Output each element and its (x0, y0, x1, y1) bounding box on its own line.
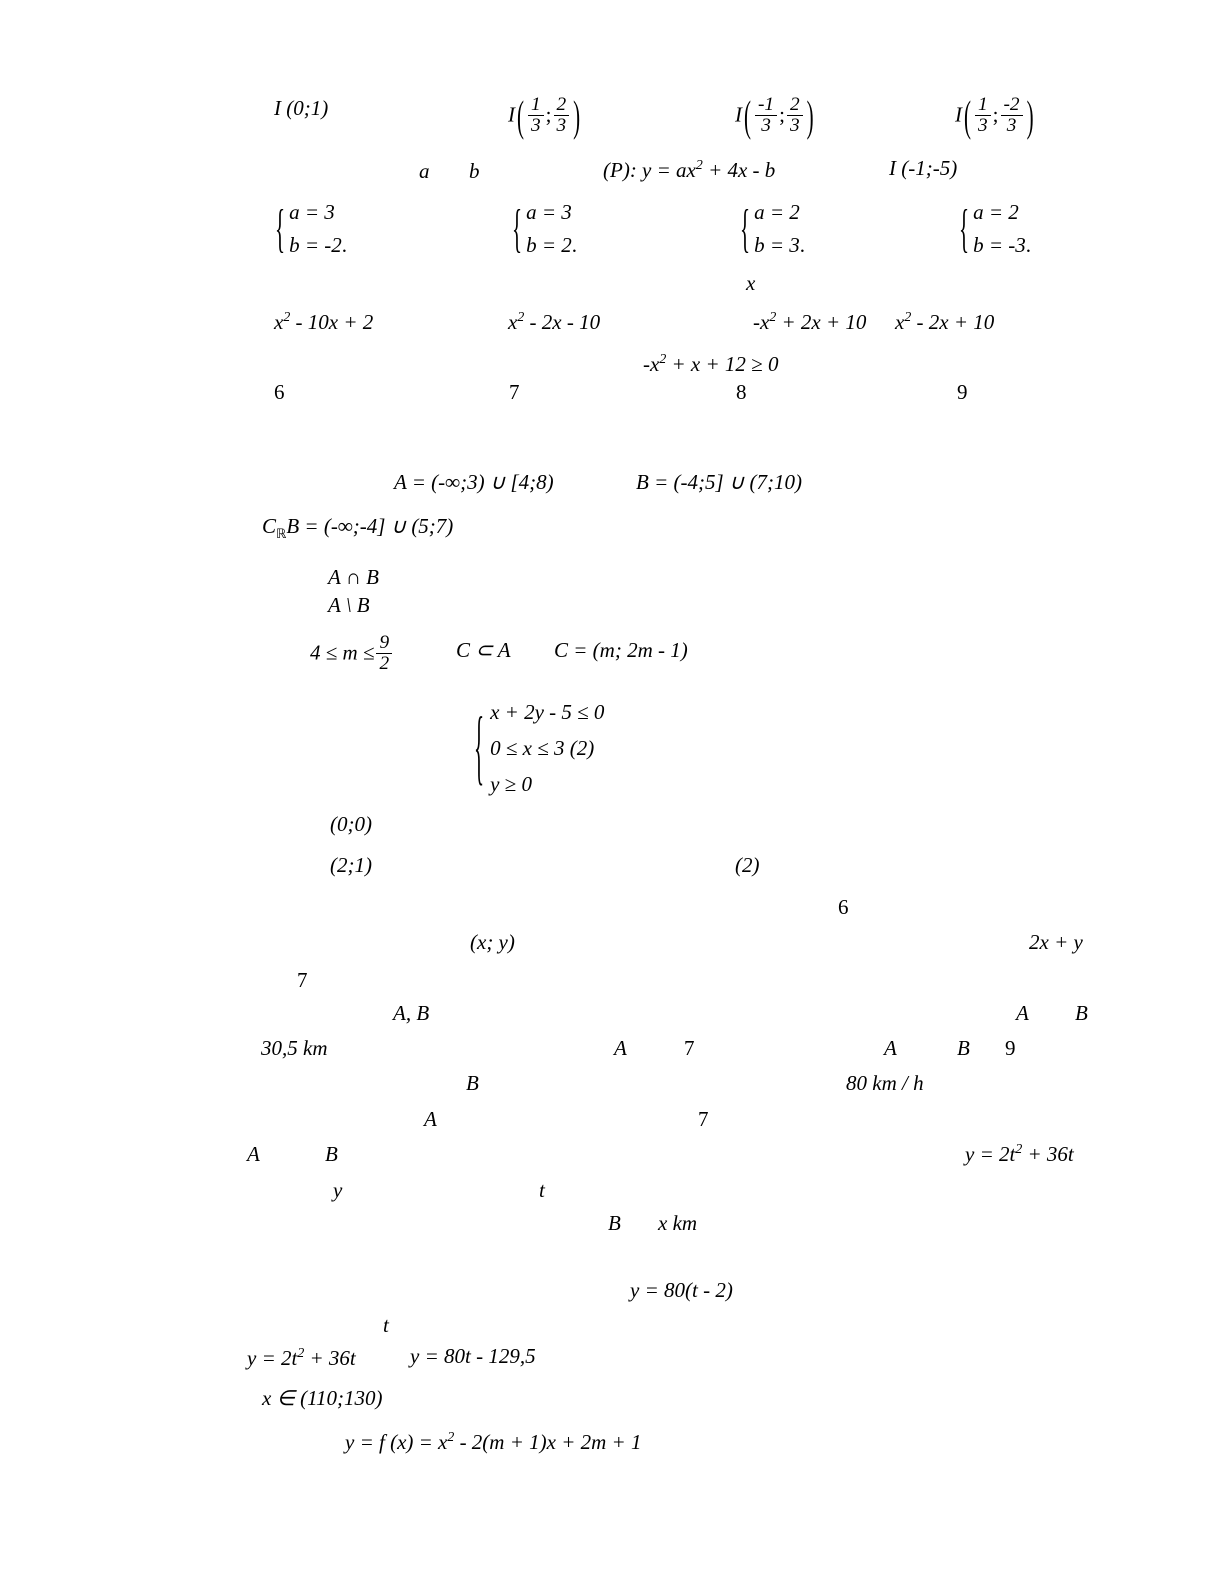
exponent: 2 (695, 157, 703, 172)
exponent: 2 (283, 309, 291, 324)
label-B-row: B (957, 1036, 970, 1060)
brace: { (474, 698, 485, 795)
exponent: 2 (659, 351, 667, 366)
distance-x-km: x km (658, 1211, 698, 1235)
point-label: I (955, 102, 962, 127)
points-A-B: A, B (393, 1001, 430, 1025)
label-B-left: B (325, 1142, 338, 1166)
exponent: 2 (1015, 1141, 1023, 1156)
system-row: y ≥ 0 (490, 772, 532, 796)
period: . (571, 233, 578, 257)
system-rows (973, 200, 1031, 258)
system-rows (526, 200, 577, 258)
separator: ; (545, 102, 552, 127)
x-interval: x ∈ (110;130) (262, 1386, 383, 1410)
label-A-left: A (247, 1142, 260, 1166)
separator: ; (992, 102, 999, 127)
variable-t-2: t (383, 1313, 389, 1337)
complement-of-B: $C_ℝB$ = (-∞;-4] ∪ (5;7) (262, 514, 454, 542)
reference-2: (2) (735, 853, 760, 877)
brace: { (275, 197, 286, 258)
system-row: x + 2y - 5 ≤ 0 (490, 700, 605, 724)
system-row: b = 2. (526, 233, 578, 257)
motion-equation-2: y = 80(t - 2) (630, 1278, 733, 1302)
subset-condition: C ⊂ A (456, 638, 511, 662)
paren-group (962, 96, 1036, 138)
motion-equation-1: $y = 2t^2 + 36t$ (965, 1141, 1074, 1166)
system-rows (490, 700, 604, 797)
variable-t: t (539, 1178, 545, 1202)
system-answer-b (512, 197, 578, 258)
brace: { (512, 197, 523, 258)
system-answer-a (275, 197, 348, 258)
number-9-b: 9 (1005, 1036, 1016, 1060)
item-number-6: 6 (274, 380, 285, 404)
number-6-b: 6 (838, 895, 849, 919)
label-B-mid: B (466, 1071, 479, 1095)
point-I-frac-2 (735, 96, 816, 138)
point-label: I (735, 102, 742, 127)
brace: { (959, 197, 970, 258)
inequality: $-x^2 + x + 12 \ge 0$ (643, 351, 779, 376)
separator: ; (779, 102, 785, 127)
period: . (799, 233, 806, 257)
period: . (1025, 233, 1032, 257)
label-A-right: A (1016, 1001, 1029, 1025)
brace: { (740, 197, 751, 258)
number-7-b: 7 (297, 968, 308, 992)
intersection-A-B: A ∩ B (328, 565, 379, 589)
subscript-R: ℝ (276, 526, 287, 542)
number-7-c: 7 (684, 1036, 695, 1060)
point-I-neg1-neg5: I (-1;-5) (889, 156, 958, 180)
paren-group (515, 96, 582, 138)
label-B-x: B (608, 1211, 621, 1235)
system-inequalities (474, 700, 604, 797)
quadratic-d: $x^2 - 2x + 10$ (895, 309, 995, 334)
fraction: ( $\frac{-1}{3}$ (755, 95, 777, 137)
system-row: b = 3. (754, 233, 806, 257)
variable-a: a (419, 159, 430, 183)
label-A-row: A (884, 1036, 897, 1060)
item-number-8: 8 (736, 380, 747, 404)
point-label: I (508, 102, 515, 127)
function-definition: y = f $(x) = x^2 - 2(m + 1)x + 2m + 1$ (345, 1429, 642, 1454)
difference-A-B: A \ B (328, 593, 370, 617)
system-row: 0 ≤ x ≤ 3 (2) (490, 736, 595, 760)
motion-equation-4: y = 80t - 129,5 (410, 1344, 536, 1368)
coordinate-pair: (x; y) (470, 930, 515, 954)
fraction: $\frac{2}{3}$ (787, 95, 803, 137)
fraction: ( $\frac{1}{3}$ (975, 95, 991, 137)
label-A-mid: A (614, 1036, 627, 1060)
motion-equation-3: $y = 2t^2 + 36t$ (247, 1345, 356, 1370)
exponent: 2 (297, 1345, 305, 1360)
system-row: b = -2. (289, 233, 348, 257)
paren-group (742, 96, 816, 138)
quadratic-a: $x^2 - 10x + 2$ (274, 309, 374, 334)
exponent: 2 (904, 309, 912, 324)
number-7-d: 7 (698, 1107, 709, 1131)
point-I-frac-1 (508, 96, 582, 138)
distance-value: 30,5 km (261, 1036, 328, 1060)
point-I-frac-3 (955, 96, 1036, 138)
fraction: $\frac{9}{2}$ (376, 633, 392, 675)
exponent: 2 (769, 309, 777, 324)
fraction: $\frac{2}{3}$ (554, 95, 570, 137)
system-row: a = 3 (526, 200, 572, 224)
system-row: a = 3 (289, 200, 335, 224)
exponent: 2 (517, 309, 525, 324)
fraction: ( $\frac{1}{3}$ (528, 95, 544, 137)
exponent: 2 (447, 1429, 455, 1444)
system-answer-c (740, 197, 806, 258)
system-rows (289, 200, 347, 258)
system-row: b = -3. (973, 233, 1032, 257)
parabola-equation: (P): $y = ax^2 + 4x - b$ (603, 157, 776, 182)
item-number-7: 7 (509, 380, 520, 404)
m-range: 4 ≤ m ≤ $\frac{9}{2}$ (310, 634, 394, 676)
system-row: a = 2 (754, 200, 800, 224)
point-I-0-1: I (0;1) (274, 96, 329, 120)
variable-y: y (333, 1178, 343, 1202)
quadratic-c: $-x^2 + 2x + 10$ (753, 309, 867, 334)
fraction: $\frac{-2}{3}$ (1001, 95, 1023, 137)
system-row: a = 2 (973, 200, 1019, 224)
variable-b: b (469, 159, 480, 183)
system-answer-d (959, 197, 1032, 258)
set-B-definition: B = (-4;5] ∪ (7;10) (636, 470, 803, 494)
speed-value: 80 km / h (846, 1071, 924, 1095)
period: . (341, 233, 348, 257)
point-2-1: (2;1) (330, 853, 372, 877)
variable-x: x (746, 271, 756, 295)
label-A-low: A (424, 1107, 437, 1131)
label-B-right: B (1075, 1001, 1088, 1025)
set-A-definition: A = (-∞;3) ∪ [4;8) (394, 470, 554, 494)
system-rows (754, 200, 805, 258)
objective-expression: 2x + y (1029, 930, 1083, 954)
quadratic-b: $x^2 - 2x - 10$ (508, 309, 601, 334)
item-number-9: 9 (957, 380, 968, 404)
set-C-definition: C = (m; 2m - 1) (554, 638, 688, 662)
point-0-0: (0;0) (330, 812, 372, 836)
